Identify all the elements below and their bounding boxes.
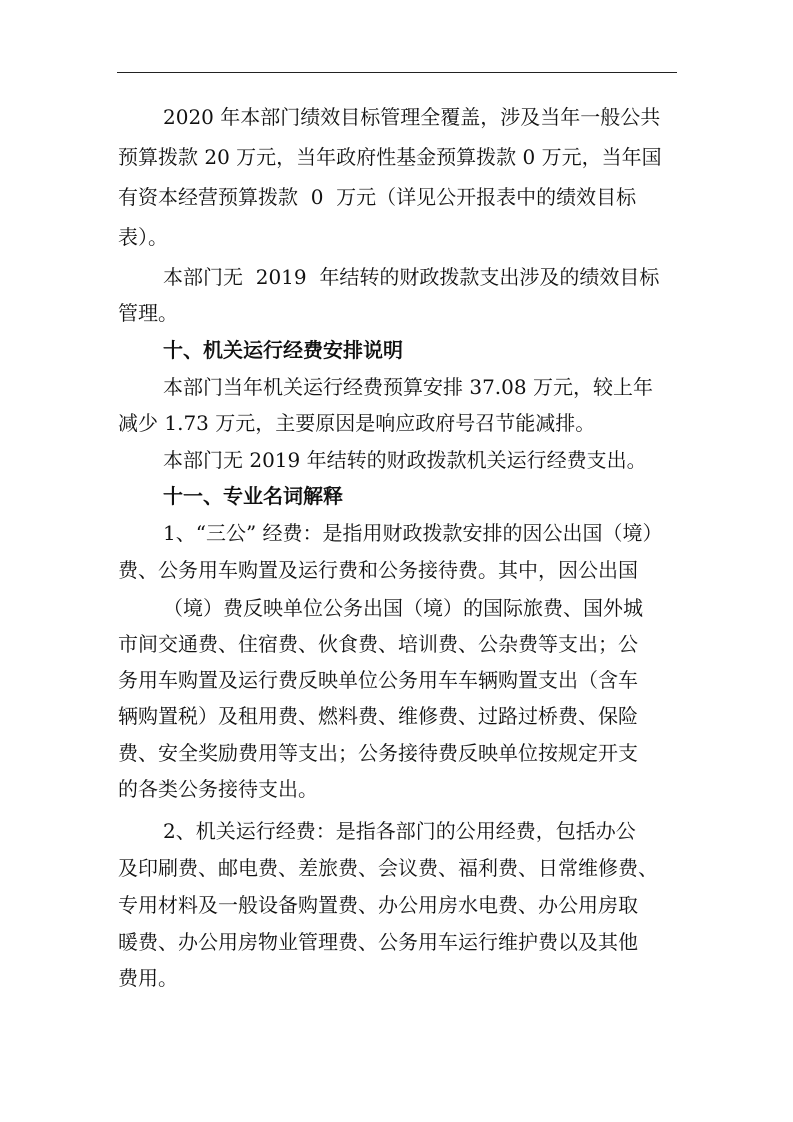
paragraph-5-line-7: 费、安全奖励费用等支出；公务接待费反映单位按规定开支 — [118, 741, 638, 765]
paragraph-6-line-1: 2、机关运行经费：是指各部门的公用经费，包括办公 — [163, 819, 636, 843]
section-heading-11: 十一、专业名词解释 — [163, 484, 343, 508]
paragraph-2-line-2: 管理。 — [118, 301, 178, 325]
paragraph-5-line-4: 市间交通费、住宿费、伙食费、培训费、公杂费等支出；公 — [118, 632, 638, 656]
paragraph-1-line-3: 有资本经营预算拨款 0 万元（详见公开报表中的绩效目标 — [118, 185, 637, 209]
paragraph-3-line-1: 本部门当年机关运行经费预算安排 37.08 万元，较上年 — [163, 375, 653, 399]
paragraph-2-line-1: 本部门无 2019 年结转的财政拨款支出涉及的绩效目标 — [163, 265, 660, 289]
paragraph-5-line-8: 的各类公务接待支出。 — [118, 777, 318, 801]
paragraph-3-line-2: 减少 1.73 万元，主要原因是响应政府号召节能减排。 — [118, 411, 596, 435]
section-heading-10: 十、机关运行经费安排说明 — [163, 338, 403, 362]
paragraph-6-line-4: 暖费、办公用房物业管理费、公务用车运行维护费以及其他 — [118, 930, 638, 954]
paragraph-6-line-5: 费用。 — [118, 966, 178, 990]
paragraph-5-line-1: 1、“三公” 经费：是指用财政拨款安排的因公出国（境） — [163, 521, 663, 545]
paragraph-4-line-1: 本部门无 2019 年结转的财政拨款机关运行经费支出。 — [163, 448, 647, 472]
paragraph-5-line-5: 务用车购置及运行费反映单位公务用车车辆购置支出（含车 — [118, 668, 638, 692]
paragraph-6-line-2: 及印刷费、邮电费、差旅费、会议费、福利费、日常维修费、 — [118, 856, 658, 880]
paragraph-5-line-2: 费、公务用车购置及运行费和公务接待费。其中，因公出国 — [118, 558, 638, 582]
paragraph-1-line-2: 预算拨款 20 万元，当年政府性基金预算拨款 0 万元，当年国 — [118, 145, 662, 169]
header-rule — [117, 72, 677, 73]
paragraph-1-line-1: 2020 年本部门绩效目标管理全覆盖，涉及当年一般公共 — [163, 105, 661, 129]
paragraph-5-line-3: （境）费反映单位公务出国（境）的国际旅费、国外城 — [163, 596, 643, 620]
paragraph-5-line-6: 辆购置税）及租用费、燃料费、维修费、过路过桥费、保险 — [118, 704, 638, 728]
paragraph-6-line-3: 专用材料及一般设备购置费、办公用房水电费、办公用房取 — [118, 893, 638, 917]
paragraph-1-line-4: 表）。 — [118, 225, 168, 249]
